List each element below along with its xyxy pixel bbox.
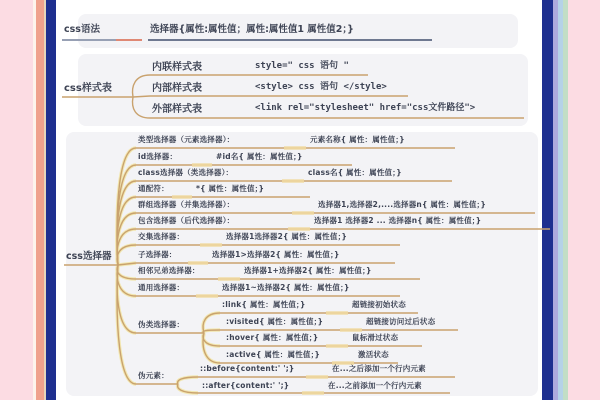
node-pseudo-after-code: ::after{content:' ';} bbox=[202, 381, 290, 390]
node-id-selector-label: id选择器： bbox=[138, 152, 178, 161]
node-group-selector-label: 群组选择器（并集选择器）： bbox=[138, 200, 235, 209]
node-external-stylesheet-code: <link rel="stylesheet" href="css文件路径"> bbox=[255, 103, 476, 113]
node-pseudo-link-code: :link{ 属性：属性值；} bbox=[222, 300, 306, 309]
node-adjacent-sibling-selector-label: 相邻兄弟选择器： bbox=[138, 266, 200, 275]
node-general-sibling-selector-code: 选择器1~选择器2{ 属性：属性值；} bbox=[222, 283, 350, 292]
node-intersection-selector-code: 选择器1选择器2{ 属性：属性值；} bbox=[226, 232, 348, 241]
node-pseudo-hover-code: :hover{ 属性：属性值；} bbox=[226, 333, 319, 342]
node-descendant-selector-code: 选择器1 选择器2 ... 选择器n{ 属性：属性值；} bbox=[314, 216, 482, 225]
node-class-selector-code: class名{ 属性：属性值；} bbox=[308, 168, 402, 177]
node-descendant-selector-label: 包含选择器（后代选择器）： bbox=[138, 216, 235, 225]
node-pseudo-visited-note: 超链接访问过后状态 bbox=[366, 317, 436, 326]
node-inline-stylesheet-label: 内联样式表 bbox=[152, 62, 202, 73]
node-external-stylesheet-label: 外部样式表 bbox=[152, 104, 202, 115]
node-group-selector-code: 选择器1,选择器2,....选择器n{ 属性：属性值；} bbox=[318, 200, 487, 209]
node-class-selector-label: class选择器（类选择器）： bbox=[138, 168, 234, 177]
node-wildcard-selector-code: *{ 属性：属性值；} bbox=[196, 184, 265, 193]
node-pseudo-class-label: 伪类选择器： bbox=[138, 320, 185, 329]
node-type-selector-label: 类型选择器（元素选择器）： bbox=[138, 135, 235, 144]
node-general-sibling-selector-label: 通用选择器： bbox=[138, 283, 185, 292]
root-css-stylesheets: css样式表 bbox=[64, 83, 112, 94]
node-pseudo-active-note: 激活状态 bbox=[358, 350, 389, 359]
node-inline-stylesheet-code: style=" css 语句 " bbox=[255, 61, 349, 71]
node-id-selector-code: #id名{ 属性：属性值；} bbox=[216, 152, 303, 161]
node-internal-stylesheet-label: 内部样式表 bbox=[152, 83, 202, 94]
node-adjacent-sibling-selector-code: 选择器1+选择器2{ 属性：属性值；} bbox=[244, 266, 372, 275]
node-child-selector-code: 选择器1>选择器2{ 属性：属性值；} bbox=[212, 250, 340, 259]
node-wildcard-selector-label: 通配符： bbox=[138, 184, 169, 193]
node-pseudo-active-code: :active{ 属性：属性值；} bbox=[226, 350, 321, 359]
node-pseudo-element-label: 伪元素： bbox=[138, 371, 169, 380]
node-intersection-selector-label: 交集选择器： bbox=[138, 232, 185, 241]
root-css-syntax: css语法 bbox=[64, 24, 100, 35]
node-child-selector-label: 子选择器： bbox=[138, 250, 177, 259]
node-pseudo-before-note: 在...之后添加一个行内元素 bbox=[332, 364, 426, 373]
node-pseudo-after-note: 在...之前添加一个行内元素 bbox=[328, 381, 422, 390]
node-internal-stylesheet-code: <style> css 语句 </style> bbox=[255, 82, 387, 92]
root-css-selectors: css选择器 bbox=[66, 251, 112, 262]
node-type-selector-code: 元素名称{ 属性：属性值；} bbox=[310, 135, 405, 144]
node-pseudo-link-note: 超链接初始状态 bbox=[352, 300, 406, 309]
node-pseudo-hover-note: 鼠标滑过状态 bbox=[352, 333, 399, 342]
node-selector-syntax: 选择器{属性:属性值；属性:属性值1 属性值2；} bbox=[150, 24, 354, 35]
node-pseudo-visited-code: :visited{ 属性：属性值；} bbox=[226, 317, 324, 326]
node-pseudo-before-code: ::before{content:' ';} bbox=[200, 364, 295, 373]
